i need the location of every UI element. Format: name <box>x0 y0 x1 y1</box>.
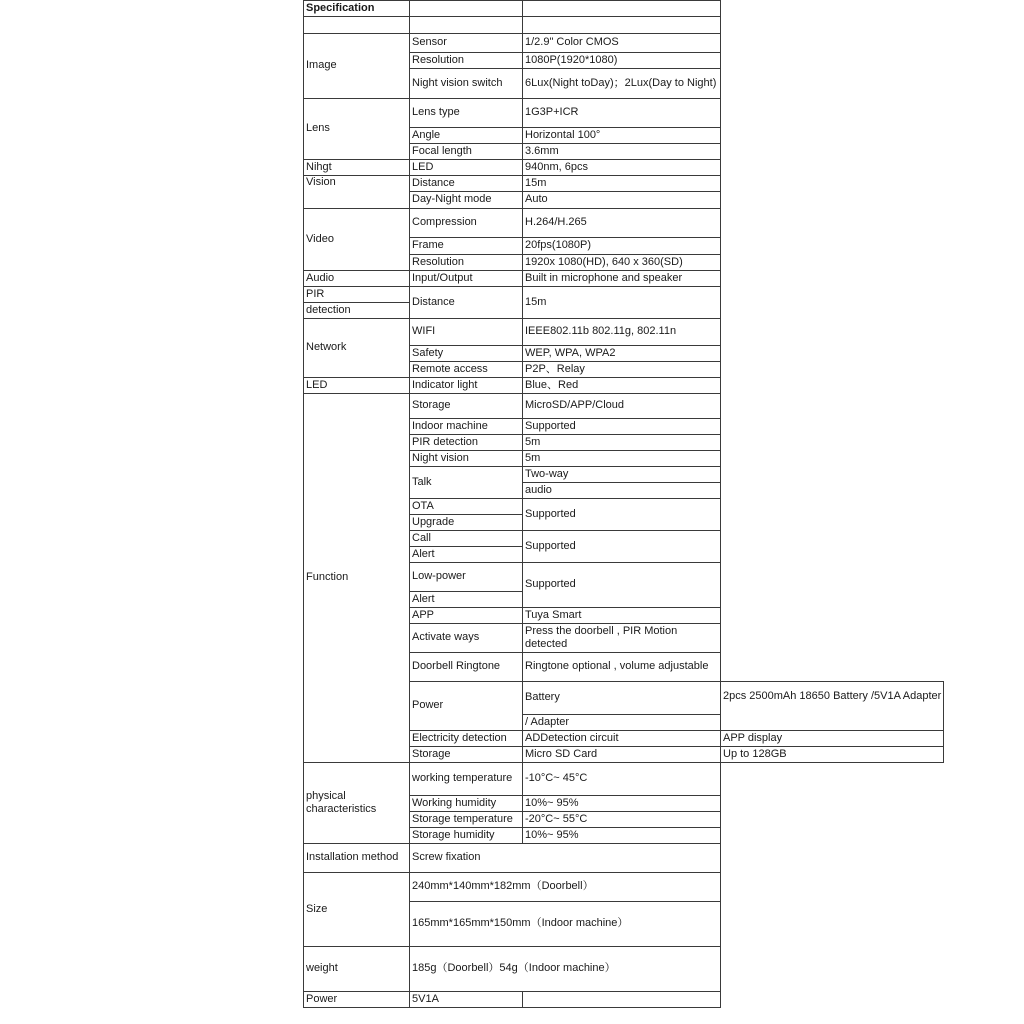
param-value: Blue、Red <box>523 378 721 394</box>
param-label: Upgrade <box>410 515 523 531</box>
param-value: 1G3P+ICR <box>523 99 721 128</box>
param-label: LED <box>410 160 523 176</box>
param-value: P2P、Relay <box>523 362 721 378</box>
group-weight: weight <box>304 947 410 992</box>
param-value: 1/2.9" Color CMOS <box>523 34 721 53</box>
param-value: WEP, WPA, WPA2 <box>523 346 721 362</box>
empty-cell <box>410 1 523 17</box>
group-pir: PIR <box>304 287 410 303</box>
param-value: Ringtone optional , volume adjustable <box>523 653 721 682</box>
param-value: 3.6mm <box>523 144 721 160</box>
param-label: Frame <box>410 238 523 255</box>
param-value: Tuya Smart <box>523 608 721 624</box>
param-label: Night vision <box>410 451 523 467</box>
param-label: Sensor <box>410 34 523 53</box>
param-label: Working humidity <box>410 796 523 812</box>
param-label: Call <box>410 531 523 547</box>
param-value: 940nm, 6pcs <box>523 160 721 176</box>
param-value: H.264/H.265 <box>523 209 721 238</box>
param-label: Angle <box>410 128 523 144</box>
param-value: Supported <box>523 563 721 608</box>
specification-table <box>303 0 944 1008</box>
param-label: Talk <box>410 467 523 499</box>
param-value: Supported <box>523 499 721 531</box>
param-label: Remote access <box>410 362 523 378</box>
param-value: 185g（Doorbell）54g（Indoor machine） <box>410 947 721 992</box>
param-label: Micro SD Card <box>523 747 721 763</box>
param-value: 6Lux(Night toDay)；2Lux(Day to Night) <box>523 69 721 99</box>
param-value: Up to 128GB <box>721 747 944 763</box>
param-value: 5m <box>523 451 721 467</box>
param-label: Alert <box>410 547 523 563</box>
group-video: Video <box>304 209 410 271</box>
empty-cell <box>523 1 721 17</box>
param-label: APP <box>410 608 523 624</box>
group-image: Image <box>304 34 410 99</box>
empty-cell <box>523 17 721 34</box>
group-size: Size <box>304 873 410 947</box>
param-value: Two-way <box>523 467 721 483</box>
param-label: Night vision switch <box>410 69 523 99</box>
param-value: Press the doorbell , PIR Motion detected <box>523 624 721 653</box>
param-value: -20°C~ 55°C <box>523 812 721 828</box>
group-power-supply: Power <box>304 992 410 1008</box>
param-value: 15m <box>523 176 721 192</box>
param-label: PIR detection <box>410 435 523 451</box>
param-label: Day-Night mode <box>410 192 523 209</box>
param-value: IEEE802.11b 802.11g, 802.11n <box>523 319 721 346</box>
param-value: Horizontal 100° <box>523 128 721 144</box>
param-value: 10%~ 95% <box>523 828 721 844</box>
param-value: 15m <box>523 287 721 319</box>
group-electricity: Electricity detection <box>410 731 523 747</box>
param-label: Resolution <box>410 53 523 69</box>
group-lens: Lens <box>304 99 410 160</box>
param-label: Doorbell Ringtone <box>410 653 523 682</box>
param-label: / Adapter <box>523 715 721 731</box>
param-value: Screw fixation <box>410 844 721 873</box>
group-storage: Storage <box>410 747 523 763</box>
param-label: Low-power <box>410 563 523 592</box>
group-vision: Vision <box>304 176 410 209</box>
param-label: Distance <box>410 287 523 319</box>
param-label: Input/Output <box>410 271 523 287</box>
param-value: 240mm*140mm*182mm（Doorbell） <box>410 873 721 902</box>
spec-title: Specification <box>304 1 410 17</box>
param-label: OTA <box>410 499 523 515</box>
group-installation: Installation method <box>304 844 410 873</box>
param-value: Supported <box>523 531 721 563</box>
param-value: 2pcs 2500mAh 18650 Battery /5V1A Adapter <box>721 682 944 731</box>
param-label: Distance <box>410 176 523 192</box>
param-label: Alert <box>410 592 523 608</box>
param-value: 20fps(1080P) <box>523 238 721 255</box>
param-label: working temperature <box>410 763 523 796</box>
group-audio: Audio <box>304 271 410 287</box>
param-label: Indicator light <box>410 378 523 394</box>
empty-cell <box>304 17 410 34</box>
param-value: 10%~ 95% <box>523 796 721 812</box>
param-label: Indoor machine <box>410 419 523 435</box>
param-label: Activate ways <box>410 624 523 653</box>
param-value: 5m <box>523 435 721 451</box>
group-physical: physical characteristics <box>304 763 410 844</box>
param-label: Safety <box>410 346 523 362</box>
param-value: 5V1A <box>410 992 523 1008</box>
param-value: Supported <box>523 419 721 435</box>
param-value: 1920x 1080(HD), 640 x 360(SD) <box>523 255 721 271</box>
group-led: LED <box>304 378 410 394</box>
group-network: Network <box>304 319 410 378</box>
param-label: Resolution <box>410 255 523 271</box>
group-pir-detection: detection <box>304 303 410 319</box>
empty-cell <box>523 992 721 1008</box>
param-label: Battery <box>523 682 721 715</box>
param-label: Storage <box>410 394 523 419</box>
param-value: 165mm*165mm*150mm（Indoor machine） <box>410 902 721 947</box>
group-night: Nihgt <box>304 160 410 176</box>
param-label: Focal length <box>410 144 523 160</box>
param-value: Built in microphone and speaker <box>523 271 721 287</box>
param-value: Auto <box>523 192 721 209</box>
param-label: Lens type <box>410 99 523 128</box>
empty-cell <box>410 17 523 34</box>
param-label: ADDetection circuit <box>523 731 721 747</box>
param-value: -10°C~ 45°C <box>523 763 721 796</box>
param-value: APP display <box>721 731 944 747</box>
param-label: Storage humidity <box>410 828 523 844</box>
param-value: MicroSD/APP/Cloud <box>523 394 721 419</box>
param-label: Compression <box>410 209 523 238</box>
param-value: 1080P(1920*1080) <box>523 53 721 69</box>
param-value: audio <box>523 483 721 499</box>
group-power: Power <box>410 682 523 731</box>
group-function: Function <box>304 394 410 763</box>
param-label: WIFI <box>410 319 523 346</box>
param-label: Storage temperature <box>410 812 523 828</box>
